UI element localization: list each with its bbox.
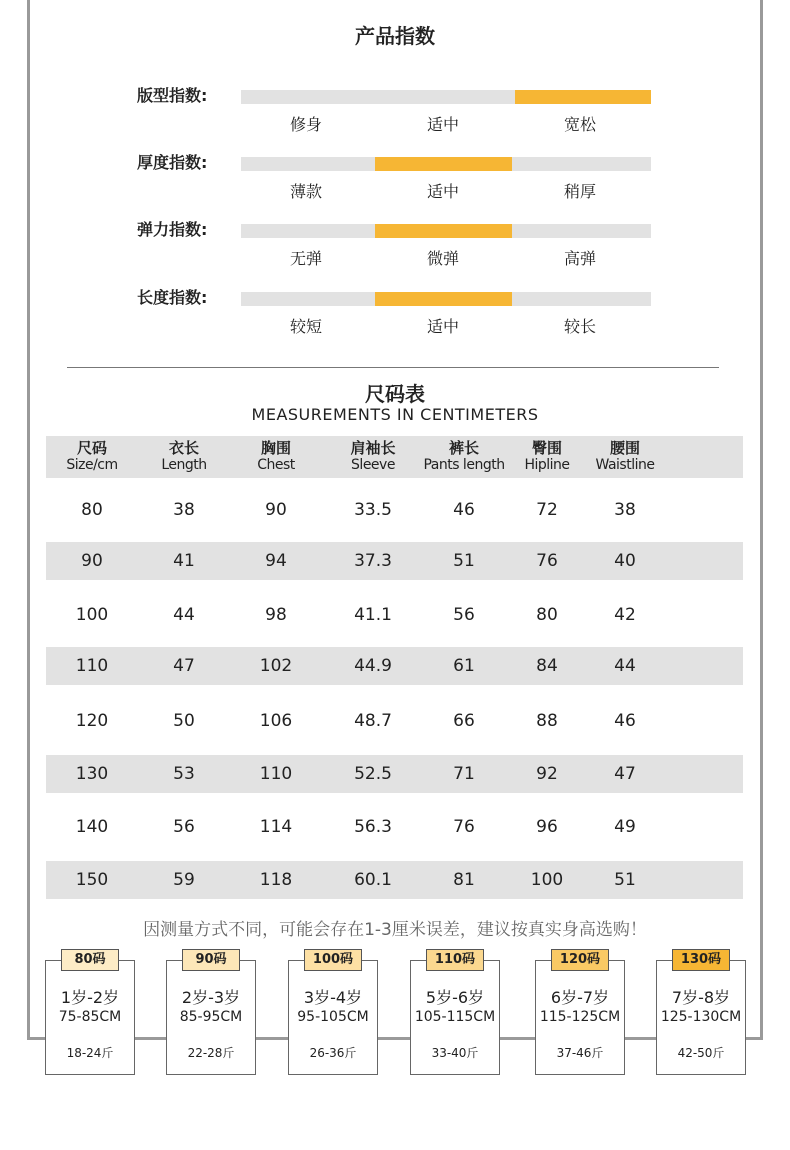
header-en: Length	[161, 457, 207, 473]
table-cell: 51	[614, 870, 636, 890]
header-en: Sleeve	[351, 457, 395, 473]
table-cell: 53	[173, 764, 195, 784]
card-weight: 26-36斤	[309, 1046, 357, 1060]
table-cell: 118	[259, 870, 293, 890]
table-header-cell	[328, 440, 418, 474]
table-cell: 96	[536, 817, 558, 837]
index-bar	[241, 292, 651, 306]
card-age: 2岁-3岁	[181, 988, 241, 1007]
table-cell: 102	[259, 656, 293, 676]
index-option: 无弹	[289, 249, 322, 268]
header-en: Size/cm	[66, 457, 118, 473]
size-tag: 120码	[551, 949, 609, 971]
card-age: 3岁-4岁	[303, 988, 363, 1007]
table-header-cell	[502, 440, 592, 474]
index-option: 适中	[426, 182, 459, 201]
table-cell: 72	[536, 500, 558, 520]
card-height: 85-95CM	[179, 1009, 243, 1025]
index-option: 适中	[426, 317, 459, 336]
size-tag: 110码	[426, 949, 484, 971]
measurement-note: 因测量方式不同，可能会存在1-3厘米误差，建议按真实身高选购！	[143, 920, 647, 940]
index-option: 高弹	[563, 249, 596, 268]
index-option: 宽松	[563, 115, 596, 134]
index-label: 厚度指数:	[137, 153, 208, 172]
index-bar	[241, 224, 651, 238]
card-height: 75-85CM	[58, 1009, 122, 1025]
table-cell: 33.5	[354, 500, 392, 520]
index-option: 微弹	[426, 249, 459, 268]
index-label: 长度指数:	[137, 288, 208, 307]
table-cell: 76	[536, 551, 558, 571]
header-en: Pants length	[423, 457, 505, 473]
table-header-cell	[580, 440, 670, 474]
table-cell: 44	[173, 605, 195, 625]
table-row	[46, 808, 743, 846]
header-en: Chest	[257, 457, 295, 473]
table-cell: 46	[453, 500, 475, 520]
header-zh: 衣长	[168, 439, 199, 457]
table-cell: 47	[173, 656, 195, 676]
size-tag: 130码	[672, 949, 730, 971]
size-tag: 100码	[304, 949, 362, 971]
table-header-cell	[47, 440, 137, 474]
card-height: 95-105CM	[297, 1009, 369, 1025]
table-cell: 120	[75, 711, 109, 731]
table-row	[46, 702, 743, 740]
card-height: 105-115CM	[414, 1009, 496, 1025]
table-cell: 100	[530, 870, 564, 890]
card-weight: 37-46斤	[556, 1046, 604, 1060]
card-weight: 42-50斤	[677, 1046, 725, 1060]
index-option: 稍厚	[563, 182, 596, 201]
table-cell: 94	[265, 551, 287, 571]
card-height: 115-125CM	[539, 1009, 621, 1025]
table-cell: 92	[536, 764, 558, 784]
table-cell: 84	[536, 656, 558, 676]
index-bar-fill	[515, 90, 651, 104]
table-cell: 66	[453, 711, 475, 731]
header-zh: 裤长	[448, 439, 479, 457]
table-row	[46, 491, 743, 529]
table-row	[46, 647, 743, 685]
table-cell: 38	[173, 500, 195, 520]
index-label: 弹力指数:	[137, 220, 208, 239]
table-cell: 140	[75, 817, 109, 837]
table-cell: 56	[453, 605, 475, 625]
index-bar-fill	[375, 292, 512, 306]
table-cell: 114	[259, 817, 293, 837]
table-cell: 47	[614, 764, 636, 784]
index-option: 薄款	[289, 182, 322, 201]
card-age: 1岁-2岁	[60, 988, 120, 1007]
card-weight: 22-28斤	[187, 1046, 235, 1060]
header-zh: 臀围	[531, 439, 562, 457]
size-card	[535, 952, 625, 1075]
card-weight: 33-40斤	[431, 1046, 479, 1060]
table-row	[46, 861, 743, 899]
table-cell: 100	[75, 605, 109, 625]
index-option: 较短	[289, 317, 322, 336]
table-cell: 110	[259, 764, 293, 784]
table-cell: 56	[173, 817, 195, 837]
table-cell: 106	[259, 711, 293, 731]
table-cell: 41.1	[354, 605, 392, 625]
table-cell: 59	[173, 870, 195, 890]
size-card	[45, 952, 135, 1075]
index-label: 版型指数:	[137, 86, 208, 105]
header-en: Hipline	[524, 457, 570, 473]
size-chart-subtitle: MEASUREMENTS IN CENTIMETERS	[251, 405, 539, 424]
table-cell: 38	[614, 500, 636, 520]
size-card	[166, 952, 256, 1075]
table-row	[46, 596, 743, 634]
table-header-cell	[139, 440, 229, 474]
table-cell: 42	[614, 605, 636, 625]
table-cell: 88	[536, 711, 558, 731]
table-cell: 44	[614, 656, 636, 676]
header-zh: 胸围	[260, 439, 291, 457]
table-cell: 44.9	[354, 656, 392, 676]
size-tag: 90码	[182, 949, 240, 971]
card-age: 6岁-7岁	[550, 988, 610, 1007]
index-bar-fill	[375, 224, 512, 238]
table-row	[46, 542, 743, 580]
index-option: 修身	[289, 115, 322, 134]
card-age: 7岁-8岁	[671, 988, 731, 1007]
table-cell: 51	[453, 551, 475, 571]
table-cell: 150	[75, 870, 109, 890]
card-weight: 18-24斤	[66, 1046, 114, 1060]
size-tag: 80码	[61, 949, 119, 971]
card-height: 125-130CM	[660, 1009, 742, 1025]
table-cell: 37.3	[354, 551, 392, 571]
table-cell: 52.5	[354, 764, 392, 784]
index-option: 较长	[563, 317, 596, 336]
section-divider	[67, 367, 719, 368]
table-row	[46, 755, 743, 793]
table-cell: 60.1	[354, 870, 392, 890]
table-cell: 110	[75, 656, 109, 676]
size-table-header	[46, 436, 743, 478]
card-age: 5岁-6岁	[425, 988, 485, 1007]
table-cell: 81	[453, 870, 475, 890]
table-cell: 46	[614, 711, 636, 731]
table-cell: 80	[536, 605, 558, 625]
table-cell: 50	[173, 711, 195, 731]
header-zh: 肩袖长	[350, 439, 396, 457]
header-zh: 尺码	[76, 439, 107, 457]
index-bar	[241, 90, 651, 104]
header-zh: 腰围	[609, 439, 640, 457]
table-cell: 80	[81, 500, 103, 520]
index-bar-fill	[375, 157, 512, 171]
table-header-cell	[231, 440, 321, 474]
index-option: 适中	[426, 115, 459, 134]
size-card	[410, 952, 500, 1075]
table-cell: 61	[453, 656, 475, 676]
table-cell: 48.7	[354, 711, 392, 731]
size-chart-title: 尺码表	[365, 382, 425, 406]
header-en: Waistline	[595, 457, 655, 473]
table-cell: 90	[81, 551, 103, 571]
table-cell: 76	[453, 817, 475, 837]
table-cell: 90	[265, 500, 287, 520]
table-cell: 98	[265, 605, 287, 625]
index-bar	[241, 157, 651, 171]
size-card	[288, 952, 378, 1075]
table-cell: 71	[453, 764, 475, 784]
table-cell: 40	[614, 551, 636, 571]
size-card	[656, 952, 746, 1075]
table-cell: 49	[614, 817, 636, 837]
product-index-title: 产品指数	[355, 24, 435, 48]
table-cell: 56.3	[354, 817, 392, 837]
table-cell: 41	[173, 551, 195, 571]
table-cell: 130	[75, 764, 109, 784]
table-header-cell	[419, 440, 509, 474]
